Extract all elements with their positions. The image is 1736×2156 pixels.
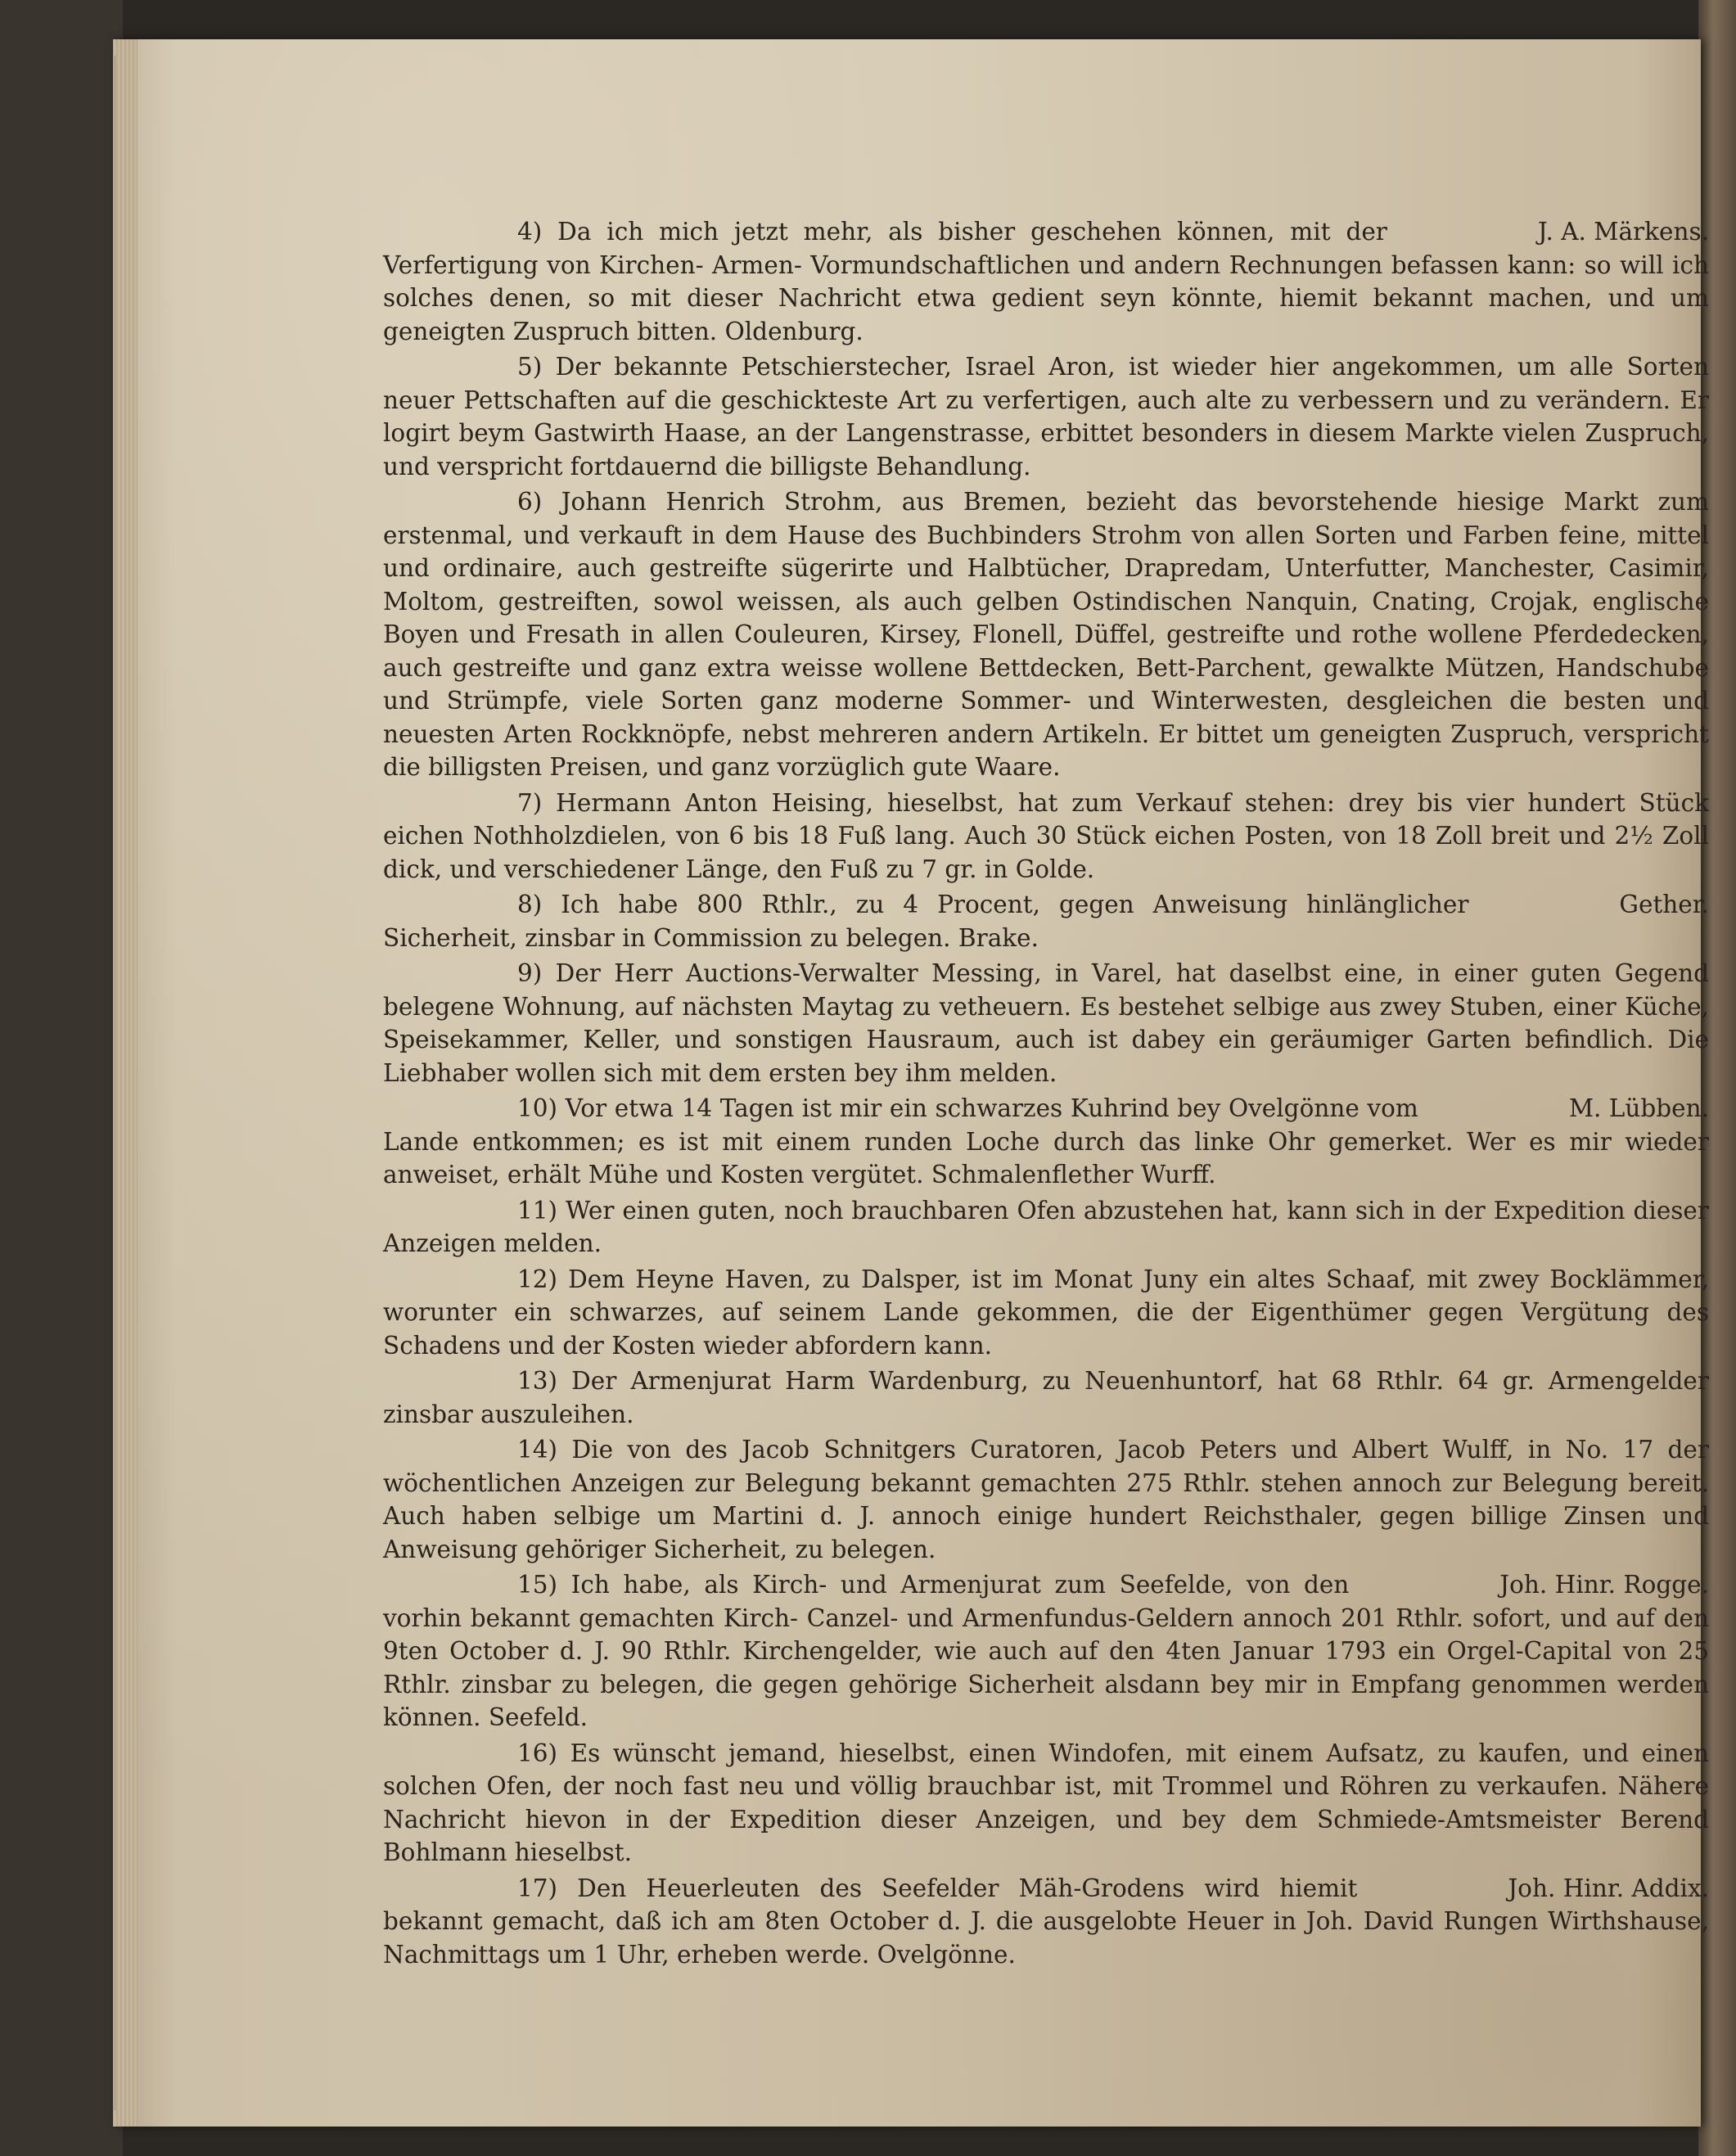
announcement-body: Der bekannte Petschierstecher, Israel Aron, ist wieder hier angekommen, um alle Sorten neuer Pettschaften auf die geschickteste Art zu verfertigen, auch alte zu verbessern und zu verändern. Er logirt beym Gastwirth Haase, an der Langenstrasse, erbittet besonders in diesem Markte vielen Zuspruch, und verspricht fortdauernd die billigste Behandlung. bbox=[383, 353, 1709, 480]
announcement-signature: J. A. Märkens. bbox=[1537, 218, 1709, 246]
announcement-body: Der Herr Auctions-Verwalter Messing, in Varel, hat daselbst eine, in einer guten Gegend belegene Wohnung, auf nächsten Maytag zu vetheuern. Es bestehet selbige aus zwey Stuben, einer Küche, Speisekammer, Keller, und sonstigen Hausraum, auch ist dabey ein geräumiger Garten befindlich. Die Liebhaber wollen sich mit dem ersten bey ihm melden. bbox=[383, 959, 1709, 1087]
announcement-body: Wer einen guten, noch brauchbaren Ofen abzustehen hat, kann sich in der Expedition dieser Anzeigen melden. bbox=[383, 1196, 1709, 1257]
announcement-body: Der Armenjurat Harm Wardenburg, zu Neuenhuntorf, hat 68 Rthlr. 64 gr. Armengelder zinsbar auszuleihen. bbox=[383, 1367, 1709, 1428]
announcement bbox=[383, 957, 1709, 1089]
announcement-body: Hermann Anton Heising, hieselbst, hat zum Verkauf stehen: drey bis vier hundert Stück eichen Nothholzdielen, von 6 bis 18 Fuß lang. Auch 30 Stück eichen Posten, von 18 Zoll breit und 2½ Zoll dick, und verschiedener Länge, den Fuß zu 7 gr. in Golde. bbox=[383, 788, 1709, 883]
announcement bbox=[383, 485, 1709, 784]
announcement-signature: Joh. Hinr. Addix. bbox=[1508, 1874, 1709, 1902]
announcement-body: Den Heuerleuten des Seefelder Mäh-Grodens wird hiemit bekannt gemacht, daß ich am 8ten October d. J. die ausgelobte Heuer in Joh. David Rungen Wirthshause, Nachmittags um 1 Uhr, erheben werde. Ovelgönne. bbox=[383, 1874, 1709, 1969]
announcement bbox=[383, 215, 1709, 348]
announcement-body: Die von des Jacob Schnitgers Curatoren, Jacob Peters und Albert Wulff, in No. 17 der wöchentlichen Anzeigen zur Belegung bekannt gemachten 275 Rthlr. stehen annoch zur Belegung bereit. Auch haben selbige um Martini d. J. annoch einige hundert Reichsthaler, gegen billige Zinsen und Anweisung gehöriger Sicherheit, zu belegen. bbox=[383, 1436, 1709, 1563]
announcement bbox=[383, 1092, 1709, 1192]
announcement bbox=[383, 350, 1709, 483]
announcement-body: Ich habe, als Kirch- und Armenjurat zum Seefelde, von den vorhin bekannt gemachten Kirch- Canzel- und Armenfundus-Geldern annoch 201 Rthlr. sofort, und auf den 9ten October d. J. 90 Rthlr. Kirchengelder, wie auch auf den 4ten Januar 1793 ein Orgel-Capital von 25 Rthlr. zinsbar zu belegen, die gegen gehörige Sicherheit alsdann bey mir in Empfang genommen werden können. Seefeld. bbox=[383, 1571, 1709, 1731]
announcement-number: 12) bbox=[517, 1265, 558, 1293]
announcement-number: 14) bbox=[517, 1436, 558, 1464]
announcement bbox=[383, 1433, 1709, 1566]
announcement-signature: Gether. bbox=[1619, 891, 1709, 918]
announcement-number: 5) bbox=[517, 353, 543, 381]
announcement bbox=[383, 1872, 1709, 1972]
announcement bbox=[383, 1263, 1709, 1363]
announcement bbox=[383, 888, 1709, 954]
announcement-number: 16) bbox=[517, 1739, 558, 1767]
announcement-body: Da ich mich jetzt mehr, als bisher geschehen können, mit der Verfertigung von Kirchen- Armen- Vormundschaftlichen und andern Rechnungen befassen kann: so will ich solches denen, so mit dieser Nachricht etwa gedient seyn könnte, hiemit bekannt machen, und um geneigten Zuspruch bitten. Oldenburg. bbox=[383, 218, 1709, 345]
announcement bbox=[383, 787, 1709, 886]
announcement-number: 4) bbox=[517, 218, 543, 246]
announcement-number: 7) bbox=[517, 788, 543, 817]
document-page bbox=[113, 39, 1709, 2127]
announcements-text bbox=[383, 215, 1709, 1973]
announcement-number: 13) bbox=[517, 1367, 558, 1395]
announcement-body: Dem Heyne Haven, zu Dalsper, ist im Monat Juny ein altes Schaaf, mit zwey Bocklämmer, worunter ein schwarzes, auf seinem Lande gekommen, die der Eigenthümer gegen Vergütung des Schadens und der Kosten wieder abfordern kann. bbox=[383, 1265, 1709, 1360]
announcement-body: Es wünscht jemand, hieselbst, einen Windofen, mit einem Aufsatz, zu kaufen, und einen solchen Ofen, der noch fast neu und völlig brauchbar ist, mit Trommel und Röhren zu verkaufen. Nähere Nachricht hievon in der Expedition dieser Anzeigen, und bey dem Schmiede-Amtsmeister Berend Bohlmann hieselbst. bbox=[383, 1739, 1709, 1866]
announcement-number: 10) bbox=[517, 1094, 558, 1122]
announcement-signature: M. Lübben. bbox=[1568, 1094, 1709, 1122]
announcement-body: Vor etwa 14 Tagen ist mir ein schwarzes Kuhrind bey Ovelgönne vom Lande entkommen; es ist mit einem runden Loche durch das linke Ohr gemerket. Wer es mir wieder anweiset, erhält Mühe und Kosten vergütet. Schmalenflether Wurff. bbox=[383, 1094, 1709, 1189]
announcement bbox=[383, 1568, 1709, 1734]
announcement-signature: Joh. Hinr. Rogge. bbox=[1499, 1571, 1709, 1599]
announcement-number: 8) bbox=[517, 891, 543, 918]
background-left bbox=[0, 0, 123, 2156]
page-stack-edges bbox=[113, 39, 138, 2127]
announcement bbox=[383, 1194, 1709, 1261]
announcement-body: Johann Henrich Strohm, aus Bremen, bezieht das bevorstehende hiesige Markt zum erstenmal, und verkauft in dem Hause des Buchbinders Strohm von allen Sorten und Farben feine, mittel und ordinaire, auch gestreifte sügerirte und Halbtücher, Drapredam, Unterfutter, Manchester, Casimir, Moltom, gestreiften, sowol weissen, als auch gelben Ostindischen Nanquin, Cnating, Crojak, englische Boyen und Fresath in allen Couleuren, Kirsey, Flonell, Düffel, gestreifte und rothe wollene Pferdedecken, auch gestreifte und ganz extra weisse wollene Bettdecken, Bett-Parchent, gewalkte Mützen, Handschube und Strümpfe, viele Sorten ganz moderne Sommer- und Winterwesten, desgleichen die besten und neuesten Arten Rockknöpfe, nebst mehreren andern Artikeln. Er bittet um geneigten Zuspruch, verspricht die billigsten Preisen, und ganz vorzüglich gute Waare. bbox=[383, 488, 1709, 781]
announcement bbox=[383, 1364, 1709, 1431]
announcement-number: 6) bbox=[517, 488, 543, 516]
announcement-number: 11) bbox=[517, 1196, 558, 1225]
announcement-number: 15) bbox=[517, 1571, 558, 1599]
announcement-number: 17) bbox=[517, 1874, 558, 1902]
announcement-number: 9) bbox=[517, 959, 543, 987]
announcement-body: Ich habe 800 Rthlr., zu 4 Procent, gegen Anweisung hinlänglicher Sicherheit, zinsbar in Commission zu belegen. Brake. bbox=[383, 891, 1469, 952]
announcement bbox=[383, 1737, 1709, 1870]
